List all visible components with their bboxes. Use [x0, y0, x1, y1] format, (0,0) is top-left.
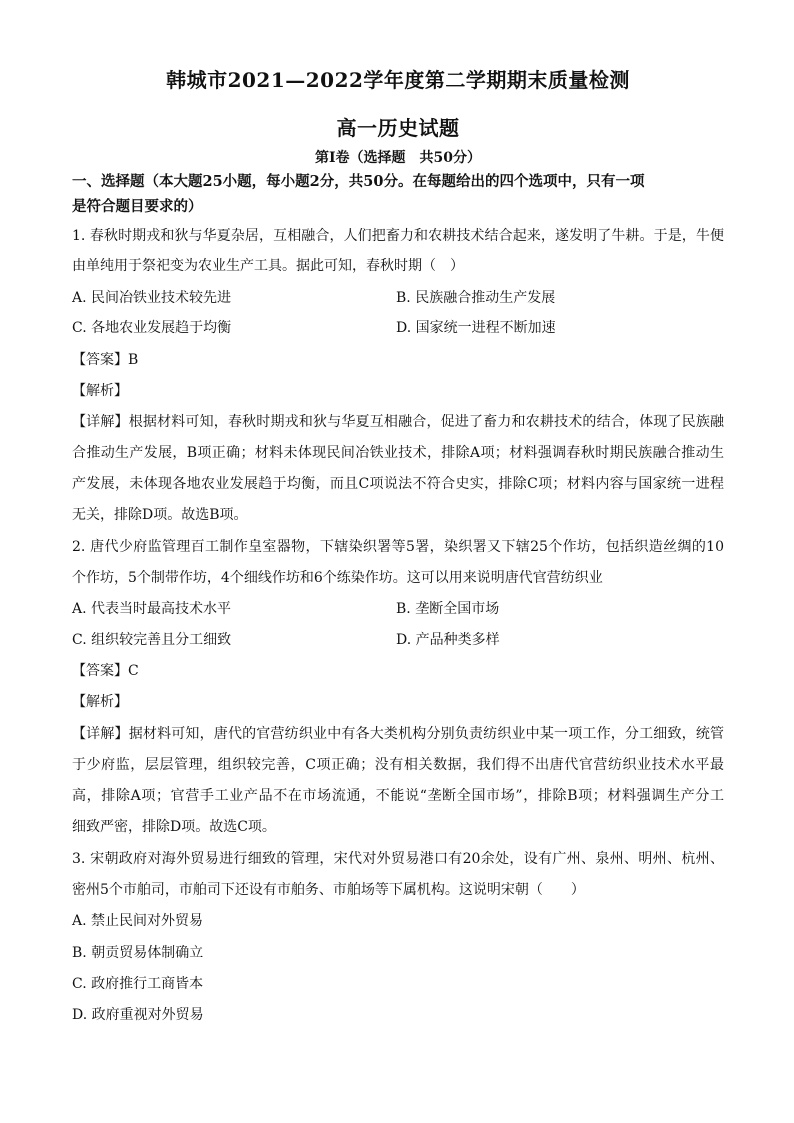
q2-detail-line-3: 高，排除A项；官营手工业产品不在市场流通，不能说“垄断全国市场”，排除B项；材料强调生产分工 [72, 788, 724, 804]
q1-option-c: C. 各地农业发展趋于均衡 [72, 320, 232, 336]
q1-option-a: A. 民间冶铁业技术较先进 [72, 290, 232, 306]
q3-option-d: D. 政府重视对外贸易 [72, 1007, 204, 1023]
section-heading-line-2: 是符合题目要求的） [72, 198, 203, 215]
exam-subtitle: 高一历史试题 [336, 116, 460, 140]
volume-heading: 第I卷（选择题 共50分） [314, 150, 482, 166]
q3-option-c: C. 政府推行工商皆本 [72, 976, 204, 992]
q1-analysis-label: 【解析】 [72, 383, 128, 399]
q1-detail-line-2: 合推动生产发展，B项正确；材料未体现民间冶铁业技术，排除A项；材料强调春秋时期民族融合推动生 [72, 445, 724, 461]
section-heading-line-1: 一、选择题（本大题25小题，每小题2分，共50分。在每题给出的四个选项中，只有一项 [72, 173, 645, 190]
q3-stem-line-1: 3. 宋朝政府对海外贸易进行细致的管理，宋代对外贸易港口有20余处，设有广州、泉州、明州、杭州、 [72, 851, 724, 867]
q1-stem-line-2: 由单纯用于祭祀变为农业生产工具。据此可知，春秋时期（ ） [72, 258, 464, 274]
q2-option-a: A. 代表当时最高技术水平 [72, 601, 232, 617]
q1-answer: 【答案】B [72, 352, 139, 368]
q2-analysis-label: 【解析】 [72, 694, 128, 710]
q1-option-d: D. 国家统一进程不断加速 [396, 320, 556, 336]
exam-title: 韩城市2021—2022学年度第二学期期末质量检测 [166, 68, 630, 92]
q2-detail-line-2: 于少府监，层层管理，组织较完善，C项正确；没有相关数据，我们得不出唐代官营纺织业技术水平最 [72, 757, 724, 773]
q3-option-a: A. 禁止民间对外贸易 [72, 913, 204, 929]
q2-answer: 【答案】C [72, 663, 139, 679]
q2-stem-line-1: 2. 唐代少府监管理百工制作皇室器物，下辖染织署等5署，染织署又下辖25个作坊，包括织造丝绸的10 [72, 539, 724, 555]
q1-stem-line-1: 1. 春秋时期戎和狄与华夏杂居，互相融合，人们把畜力和农耕技术结合起来，遂发明了牛耕。于是，牛便 [72, 228, 724, 244]
q2-detail-line-1: 【详解】据材料可知，唐代的官营纺织业中有各大类机构分别负责纺织业中某一项工作，分工细致，统管 [72, 726, 724, 742]
q1-detail-line-3: 产发展，未体现各地农业发展趋于均衡，而且C项说法不符合史实，排除C项；材料内容与国家统一进程 [72, 476, 724, 492]
q2-option-b: B. 垄断全国市场 [396, 601, 500, 617]
q2-option-c: C. 组织较完善且分工细致 [72, 632, 232, 648]
q2-stem-line-2: 个作坊，5个制带作坊，4个细线作坊和6个练染作坊。这可以用来说明唐代官营纺织业 [72, 570, 603, 586]
q1-detail-line-4: 无关，排除D项。故选B项。 [72, 507, 248, 523]
q2-option-d: D. 产品种类多样 [396, 632, 500, 648]
q1-detail-line-1: 【详解】根据材料可知，春秋时期戎和狄与华夏互相融合，促进了畜力和农耕技术的结合，体现了民族融 [72, 414, 724, 430]
q1-option-b: B. 民族融合推动生产发展 [396, 290, 556, 306]
q3-option-b: B. 朝贡贸易体制确立 [72, 945, 204, 961]
q2-detail-line-4: 细致严密，排除D项。故选C项。 [72, 819, 276, 835]
q3-stem-line-2: 密州5个市舶司，市舶司下还设有市舶务、市舶场等下属机构。这说明宋朝（ ） [72, 882, 585, 898]
